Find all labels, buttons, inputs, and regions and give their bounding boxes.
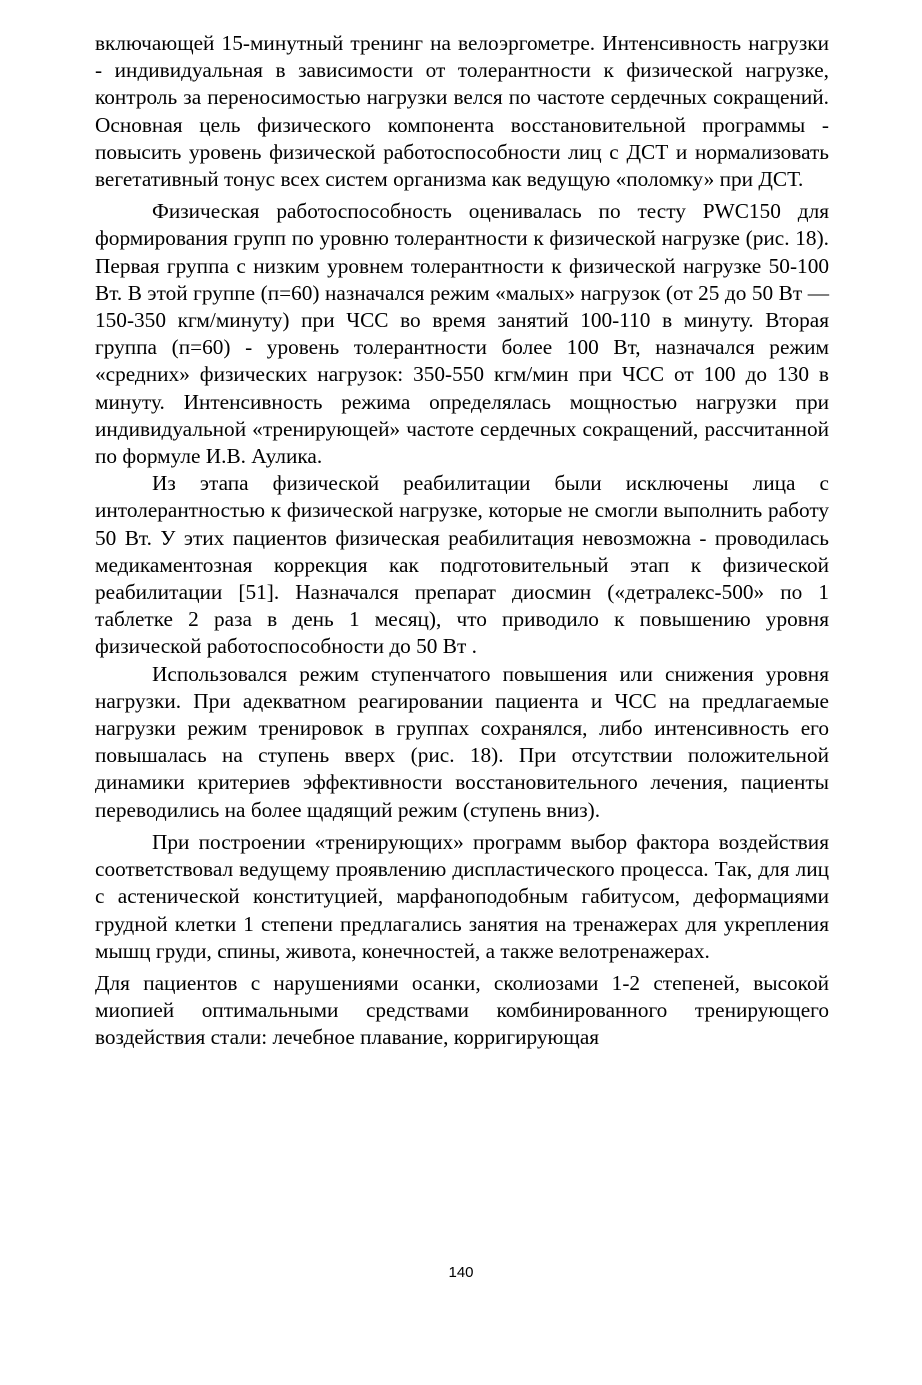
paragraph-2: Физическая работоспособность оценивалась по тесту PWC150 для формирования групп по уровню толерантности к физической нагрузке (рис. 18). Первая группа с низким уровнем толерантности к физической нагрузке 50-100 Вт. В этой группе (п=60) назначался режим «малых» нагрузок (от 25 до 50 Вт — 150-350 кгм/минуту) при ЧСС во время занятий 100-110 в минуту. Вторая группа (п=60) - уровень толерантности более 100 Вт, назначался режим «средних» физических нагрузок: 350-550 кгм/мин при ЧСС от 100 до 130 в минуту. Интенсивность режима определялась мощностью нагрузки при индивидуальной «тренирующей» частоте сердечных сокращений, рассчитанной по формуле И.В. Аулика. (95, 199, 829, 469)
paragraph-5: При построении «тренирующих» программ выбор фактора воздействия соответствовал ведущему проявлению диспластического процесса. Так, для лиц с астенической конституцией, марфаноподобным габитусом, деформациями грудной клетки 1 степени предлагались занятия на тренажерах для укрепления мышц груди, спины, живота, конечностей, а также велотренажерах. (95, 829, 829, 963)
paragraph-6: Для пациентов с нарушениями осанки, сколиозами 1-2 степеней, высокой миопией оптимальными средствами комбинированного тренирующего воздействия стали: лечебное плавание, корригирующая (95, 970, 829, 1050)
paragraph-3: Из этапа физической реабилитации были исключены лица с интолерантностью к физической нагрузке, которые не смогли выполнить работу 50 Вт. У этих пациентов физическая реабилитация невозможна - проводилась медикаментозная коррекция как подготовительный этап к физической реабилитации [51]. Назначался препарат диосмин («детралекс-500» по 1 таблетке 2 раза в день 1 месяц), что приводило к повышению уровня физической работоспособности до 50 Вт . (95, 471, 829, 659)
page-number: 140 (448, 1264, 474, 1281)
paragraph-1: включающей 15-минутный тренинг на велоэргометре. Интенсивность нагрузки - индивидуальная в зависимости от толерантности к физической нагрузке, контроль за переносимостью нагрузки велся по частоте сердечных сокращений. Основная цель физического компонента восстановительной программы - повысить уровень физической работоспособности лиц с ДСТ и нормализовать вегетативный тонус всех систем организма как ведущую «поломку» при ДСТ. (95, 31, 829, 192)
body-text (95, 30, 829, 1052)
paragraph-4: Использовался режим ступенчатого повышения или снижения уровня нагрузки. При адекватном реагировании пациента и ЧСС на предлагаемые нагрузки режим тренировок в группах сохранялся, либо интенсивность его повышалась на ступень вверх (рис. 18). При отсутствии положительной динамики критериев эффективности восстановительного лечения, пациенты переводились на более щадящий режим (ступень вниз). (95, 661, 829, 822)
